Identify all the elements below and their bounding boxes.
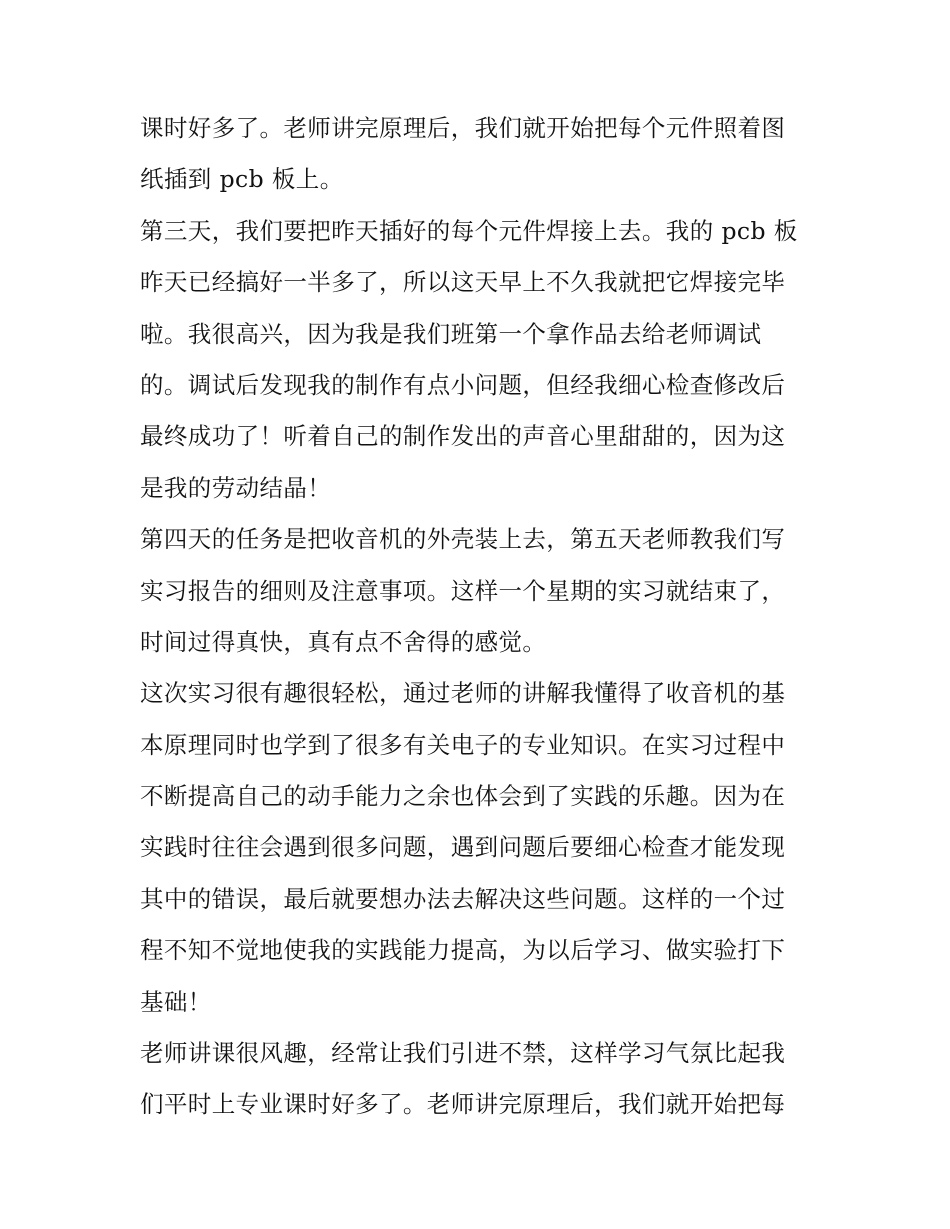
text-line: 们平时上专业课时好多了。老师讲完原理后，我们就开始把每 — [140, 1090, 786, 1119]
text-line: 第四天的任务是把收音机的外壳装上去，第五天老师教我们写 — [140, 525, 786, 554]
text-line: 本原理同时也学到了很多有关电子的专业知识。在实习过程中 — [140, 730, 786, 759]
text-line: 基础！ — [140, 987, 212, 1016]
text-line: 最终成功了！听着自己的制作发出的声音心里甜甜的，因为这 — [140, 422, 786, 451]
text-line: 实习报告的细则及注意事项。这样一个星期的实习就结束了， — [140, 576, 786, 605]
text-line: 时间过得真快，真有点不舍得的感觉。 — [140, 627, 547, 656]
text-line: 课时好多了。老师讲完原理后，我们就开始把每个元件照着图 — [140, 114, 786, 142]
text-line: 老师讲课很风趣，经常让我们引进不禁，这样学习气氛比起我 — [140, 1039, 786, 1068]
text-line: 啦。我很高兴，因为我是我们班第一个拿作品去给老师调试 — [140, 319, 762, 348]
text-line: 第三天，我们要把昨天插好的每个元件焊接上去。我的 pcb 板 — [140, 216, 798, 245]
text-line: 纸插到 pcb 板上。 — [140, 165, 344, 194]
text-line: 是我的劳动结晶！ — [140, 473, 332, 502]
text-line: 不断提高自己的动手能力之余也体会到了实践的乐趣。因为在 — [140, 782, 786, 811]
text-line: 其中的错误，最后就要想办法去解决这些问题。这样的一个过 — [140, 884, 786, 913]
text-line: 的。调试后发现我的制作有点小问题，但经我细心检查修改后 — [140, 370, 786, 399]
body-text — [140, 103, 820, 1131]
text-line: 这次实习很有趣很轻松，通过老师的讲解我懂得了收音机的基 — [140, 679, 786, 708]
text-line: 程不知不觉地使我的实践能力提高，为以后学习、做实验打下 — [140, 936, 786, 965]
text-line: 实践时往往会遇到很多问题，遇到问题后要细心检查才能发现 — [140, 833, 786, 862]
text-line: 昨天已经搞好一半多了，所以这天早上不久我就把它焊接完毕 — [140, 268, 786, 297]
